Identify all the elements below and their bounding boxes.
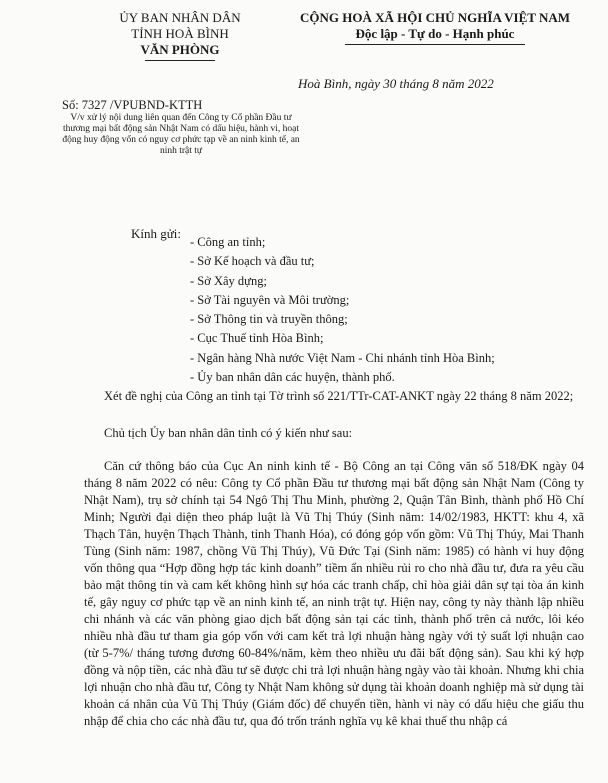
recipient-item: - Cục Thuế tỉnh Hòa Bình;	[190, 331, 324, 346]
national-title: CỘNG HOÀ XÃ HỘI CHỦ NGHĨA VIỆT NAM	[299, 10, 571, 25]
recipient-item: - Sở Xây dựng;	[190, 273, 267, 288]
paragraph-proposal: Xét đề nghị của Công an tỉnh tại Tờ trình số 221/TTr-CAT-ANKT ngày 22 tháng 8 năm 2022;	[104, 389, 574, 403]
issuer-line-2: TỈNH HOÀ BÌNH	[131, 26, 229, 41]
recipient-item: - Ủy ban nhân dân các huyện, thành phố.	[190, 370, 395, 385]
issuer-line-3: VĂN PHÒNG	[140, 42, 220, 57]
recipient-list	[190, 233, 600, 387]
kinh-gui-label: Kính gửi:	[131, 226, 182, 241]
issuer-underline	[145, 60, 215, 61]
document-number: Số: 7327 /VPUBND-KTTH	[62, 98, 203, 112]
paragraph-chairman: Chủ tịch Ủy ban nhân dân tỉnh có ý kiến như sau:	[104, 426, 353, 440]
national-header	[270, 10, 600, 45]
issuer-line-1: ỦY BAN NHÂN DÂN	[119, 10, 241, 25]
national-motto: Độc lập - Tự do - Hạnh phúc	[355, 26, 515, 41]
issuer-header	[60, 10, 300, 61]
paragraph-main: Căn cứ thông báo của Cục An ninh kinh tế - Bộ Công an tại Công văn số 518/ĐK ngày 04 tháng 8 năm 2022 có nêu: Công ty Cổ phần Đầu tư thương mại bất động sản Nhật Nam (Công ty Nhật Nam), trụ sở chính tại 54 Ngô Thị Thu Minh, phường 2, Quận Tân Bình, thành phố Hồ Chí Minh; Người đại diện theo pháp luật là Vũ Thị Thúy (Sinh năm: 14/02/1983, HKTT: khu 4, xã Thạch Tân, huyện Thạch Thành, tỉnh Thanh Hóa), có đóng góp vốn gồm: Vũ Thị Thúy, Mai Thanh Tùng (Sinh năm: 1987, chồng Vũ Thị Thúy), Vũ Đức Tại (Sinh năm: 1985) có hành vi huy động vốn thông qua “Hợp đồng hợp tác kinh doanh” tiềm ẩn nhiều rủi ro cho nhà đầu tư, đưa ra yêu cầu bảo mật thông tin và cam kết không hình sự hóa các tranh chấp, chỉ hòa giải dân sự tại tòa án kinh tế, gây nguy cơ phức tạp về an ninh kinh tế, an ninh trật tự. Hiện nay, công ty này thành lập nhiều chi nhánh và các văn phòng giao dịch bất động sản tại các tỉnh, thành phố trên cả nước, lôi kéo nhiều nhà đầu tư tham gia góp vốn với cam kết trả lợi nhuận hàng ngày với tỷ suất lợi nhuận cao (từ 5-7%/ tháng tương đương 60-84%/năm, kèm theo nhiều ưu đãi bất động sản). Sau khi ký hợp đồng và nộp tiền, các nhà đầu tư sẽ được chi trả lợi nhuận hàng ngày vào tài khoản. Nhưng khi chia lợi nhuận cho nhà đầu tư, Công ty Nhật Nam không sử dụng tài khoản doanh nghiệp mà sử dụng tài khoản cá nhân của Vũ Thị Thúy (Giám đốc) để chuyển tiền, hành vi này có dấu hiệu che giấu thu nhập để chia cho các nhà đầu tư, qua đó trốn tránh nghĩa vụ kê khai thuế thu nhập cá	[84, 459, 584, 728]
document-date: Hoà Bình, ngày 30 tháng 8 năm 2022	[298, 76, 494, 91]
recipient-item: - Công an tỉnh;	[190, 235, 266, 249]
motto-underline	[345, 44, 525, 45]
recipient-item: - Sở Kế hoạch và đầu tư;	[190, 254, 315, 269]
recipient-item: - Sở Tài nguyên và Môi trường;	[190, 292, 350, 307]
document-subject: V/v xử lý nội dung liên quan đến Công ty Cổ phần Đầu tư thương mại bất động sản Nhật Nam có dấu hiệu, hành vi, hoạt động huy động vốn có nguy cơ phức tạp về an ninh kinh tế, an ninh trật tự	[62, 113, 300, 156]
recipient-item: - Sở Thông tin và truyền thông;	[190, 312, 348, 327]
recipient-item: - Ngân hàng Nhà nước Việt Nam - Chi nhánh tỉnh Hòa Bình;	[190, 350, 495, 365]
